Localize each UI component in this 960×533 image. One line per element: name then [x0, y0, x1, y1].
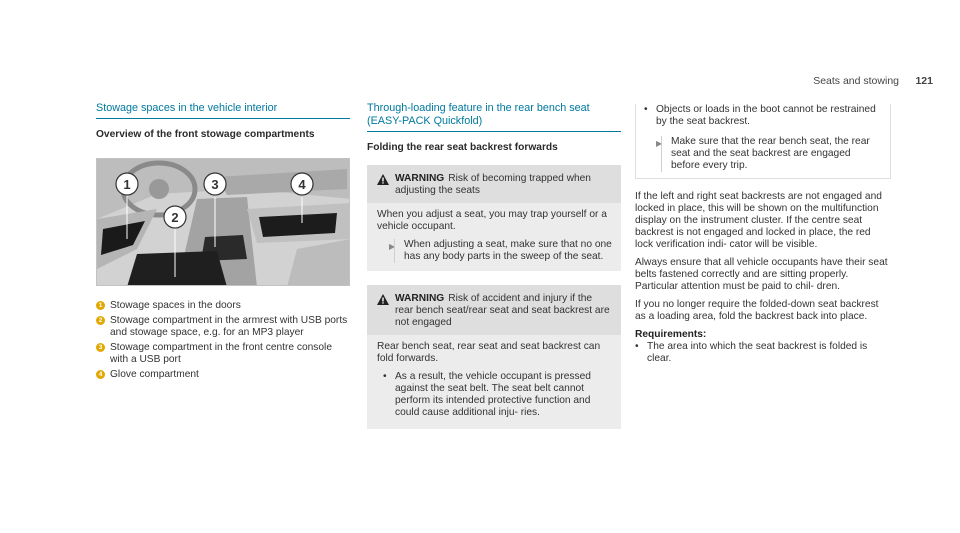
bullet-item [635, 341, 891, 365]
paragraph-seat-belts: Always ensure that all vehicle occupants have their seat belts fastened correctly and are sitting properly. Particular attention must be paid to chil- dren. [635, 257, 888, 292]
legend-text: Stowage compartment in the front centre console with a USB port [110, 342, 332, 365]
paragraph-display-warning: If the left and right seat backrests are not engaged and locked in place, this will be shown on the multifunction display on the instrument cluster. If the centre seat backrest is not engaged and locked in place, the red lock verification indi- cator will be visible. [635, 191, 882, 250]
warning-body: When you adjust a seat, you may trap yourself or a vehicle occupant. [377, 209, 607, 232]
section-title-through-loading: Through-loading feature in the rear bench seat (EASY-PACK Quickfold) [367, 102, 590, 127]
warning-box-trapped [367, 165, 621, 271]
column-stowage [96, 102, 350, 384]
play-arrow-icon: ▶ [389, 242, 396, 251]
warning-box-accident [367, 285, 621, 429]
instruction-step [389, 239, 613, 263]
callout-3-label: 3 [211, 177, 219, 192]
bullet-dot-icon: • [383, 371, 387, 382]
subheading-front-stowage: Overview of the front stowage compartments [96, 129, 315, 140]
play-arrow-icon: ▶ [656, 139, 663, 148]
legend-text: Stowage compartment in the armrest with USB ports and stowage space, e.g. for an MP3 player [110, 315, 348, 338]
legend-number-badge: 4 [96, 370, 105, 379]
section-rule [367, 131, 621, 132]
warning-box-continued [635, 104, 891, 179]
step-text: When adjusting a seat, make sure that no one has any body parts in the sweep of the seat. [394, 239, 613, 263]
section-rule [96, 118, 350, 119]
callout-2-label: 2 [171, 210, 179, 225]
callout-1-label: 1 [123, 177, 131, 192]
warning-header [367, 165, 621, 203]
subheading-folding: Folding the rear seat backrest forwards [367, 142, 558, 153]
section-title-stowage: Stowage spaces in the vehicle interior [96, 102, 278, 114]
header-section-title: Seats and stowing [813, 75, 899, 87]
callout-4 [291, 173, 313, 195]
callout-2 [164, 206, 186, 228]
warning-body: Rear bench seat, rear seat and seat backrest can fold forwards. [377, 341, 601, 364]
paragraph-fold-back: If you no longer require the folded-down seat backrest as a loading area, fold the backrest back into place. [635, 299, 879, 322]
interior-illustration [96, 158, 350, 286]
bullet-item [644, 104, 882, 128]
instruction-step [656, 136, 882, 172]
bullet-item [383, 371, 613, 419]
bullet-text: Objects or loads in the boot cannot be restrained by the seat backrest. [656, 104, 876, 127]
column-continued [635, 106, 891, 367]
warning-triangle-icon [377, 173, 395, 197]
legend-item [96, 342, 350, 366]
callout-1 [116, 173, 138, 195]
warning-label: WARNING [395, 173, 445, 184]
warning-heading: Risk of becoming trapped when adjusting the seats [395, 173, 591, 196]
requirements-label: Requirements: [635, 329, 707, 340]
legend-number-badge: 2 [96, 316, 105, 325]
step-text: Make sure that the rear bench seat, the rear seat and the seat backrest are engaged before every trip. [661, 136, 882, 172]
legend-item [96, 315, 350, 339]
legend-number-badge: 3 [96, 343, 105, 352]
legend-item [96, 369, 350, 381]
warning-heading: Risk of accident and injury if the rear bench seat/rear seat and seat backrest are not engaged [395, 293, 610, 328]
bullet-dot-icon: • [635, 341, 639, 352]
legend-text: Stowage spaces in the doors [110, 300, 241, 311]
page-number: 121 [915, 75, 933, 87]
column-through-loading [367, 102, 621, 429]
warning-triangle-icon [377, 293, 395, 329]
warning-header [367, 285, 621, 335]
bullet-text: The area into which the seat backrest is folded is clear. [647, 341, 868, 364]
warning-label: WARNING [395, 293, 445, 304]
legend-number-badge: 1 [96, 301, 105, 310]
callout-4-label: 4 [298, 177, 306, 192]
callout-3 [204, 173, 226, 195]
bullet-text: As a result, the vehicle occupant is pressed against the seat belt. The seat belt cannot perform its intended protective function and could cause additional inju- ries. [395, 371, 591, 418]
figure-legend [96, 300, 350, 381]
body-text [635, 191, 891, 365]
legend-text: Glove compartment [110, 369, 199, 380]
bullet-dot-icon: • [644, 104, 648, 115]
legend-item [96, 300, 350, 312]
interior-illustration-svg [97, 159, 350, 286]
